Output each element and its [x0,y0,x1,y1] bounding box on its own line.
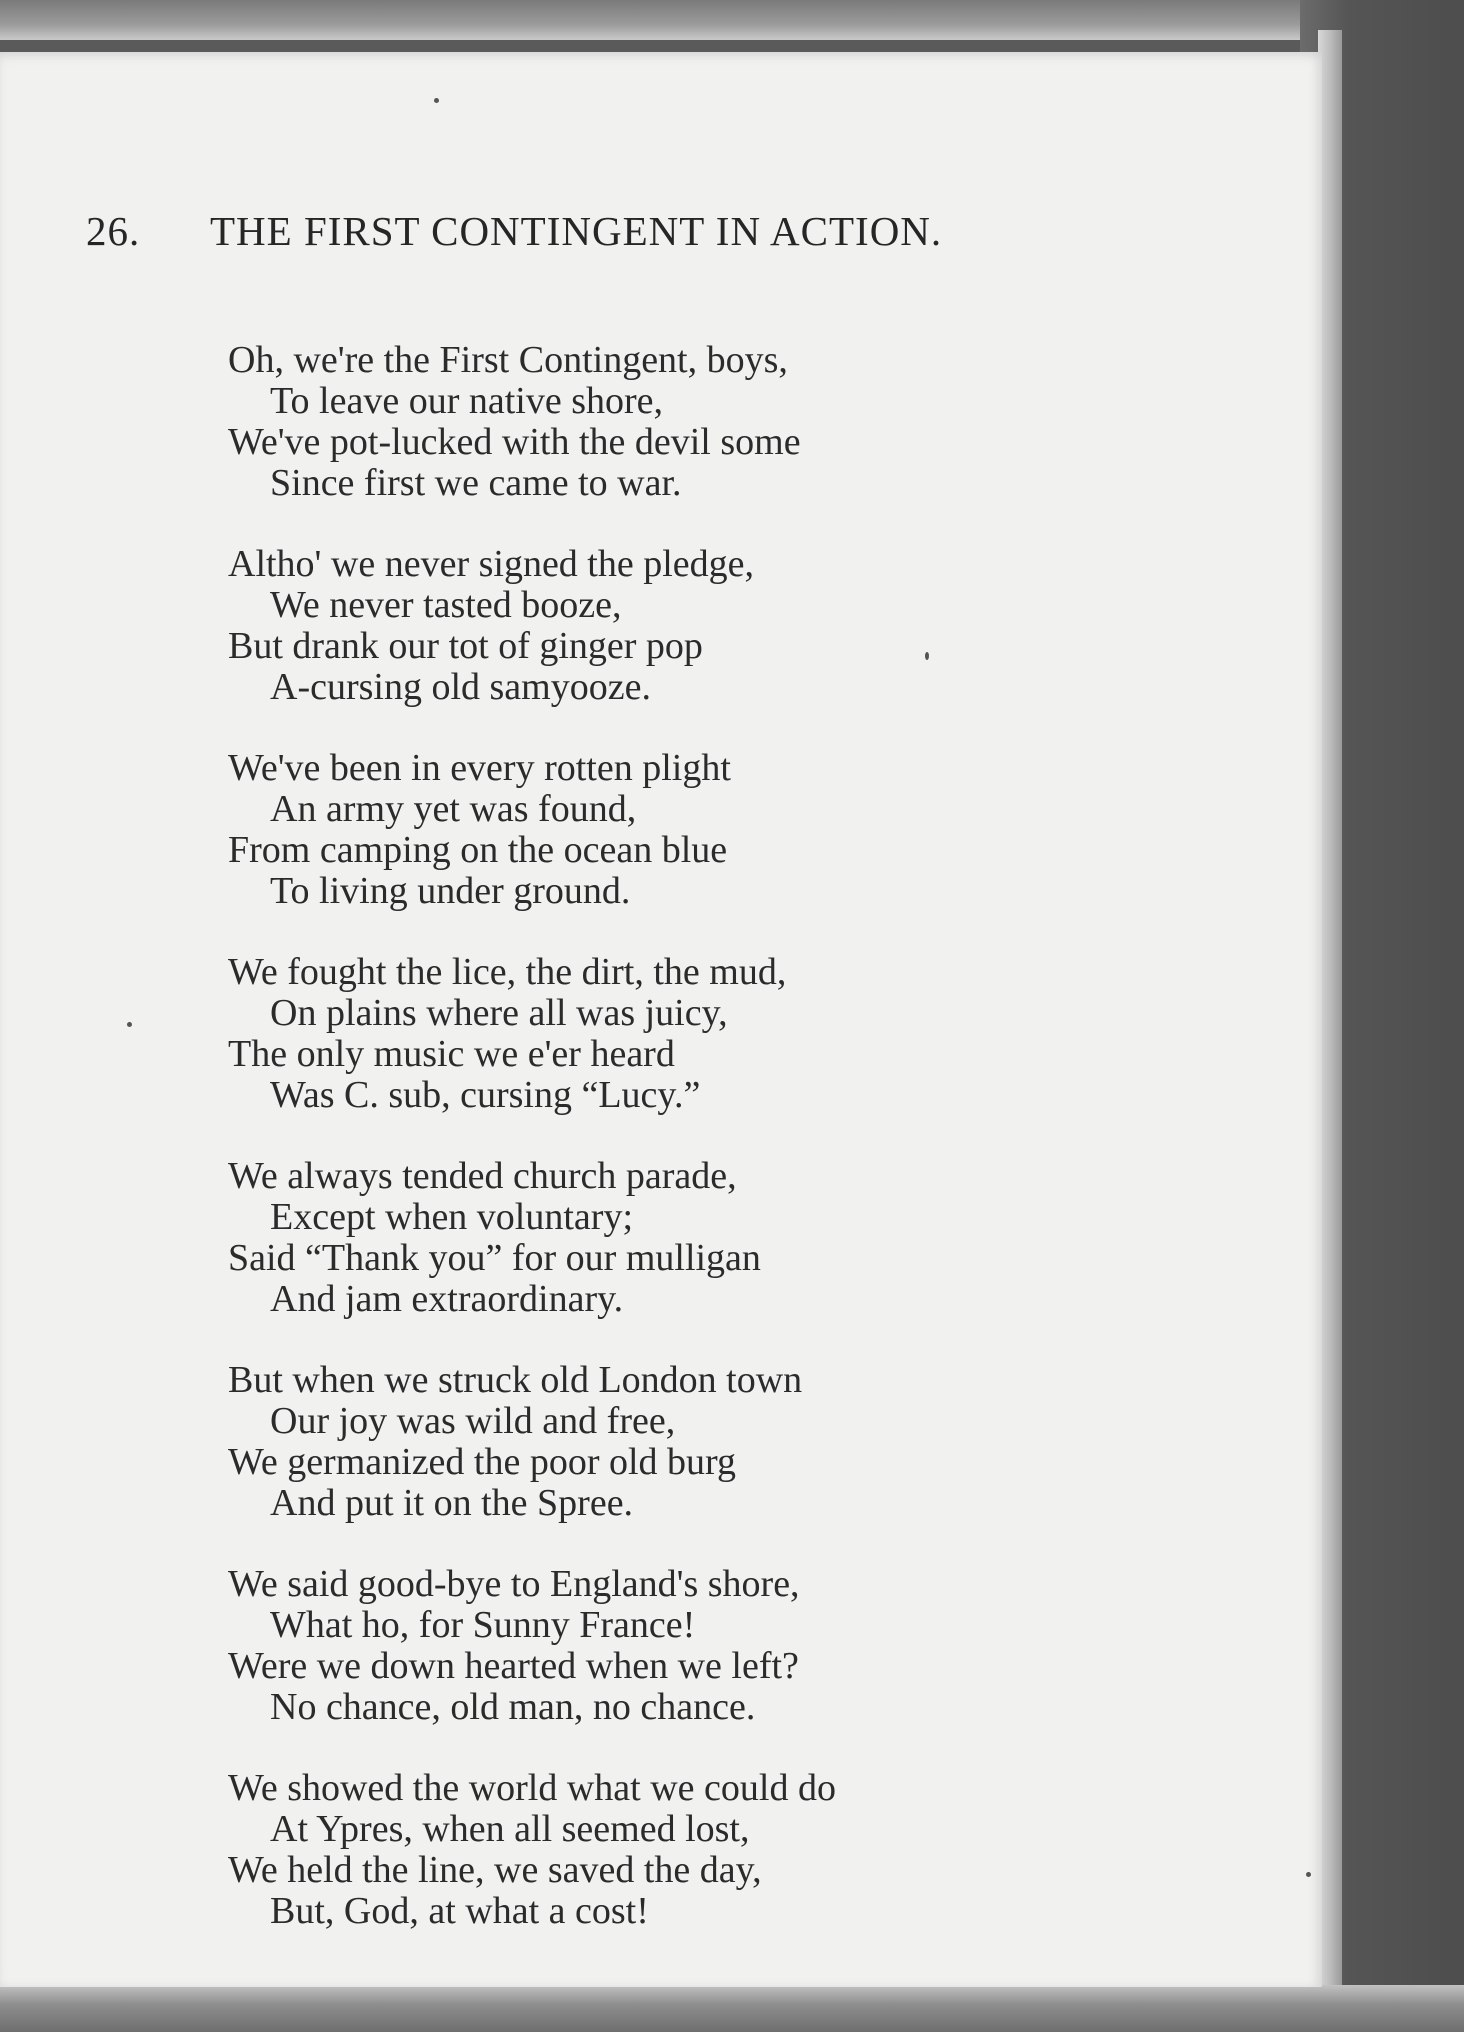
poem-title: THE FIRST CONTINGENT IN ACTION. [210,208,943,254]
stanza [228,544,1288,708]
scan-bottom-edge [0,1985,1464,2032]
verse-line: Except when voluntary; [270,1196,634,1238]
verse-line: On plains where all was juicy, [270,992,728,1034]
verse-line: We never tasted booze, [270,584,622,626]
verse-line: Altho' we never signed the pledge, [228,543,755,585]
stanza [228,748,1288,912]
verse-line: We've been in every rotten plight [228,747,731,789]
verse-line: Were we down hearted when we left? [228,1645,799,1687]
verse-line: We fought the lice, the dirt, the mud, [228,951,787,993]
verse-line: What ho, for Sunny France! [270,1604,696,1646]
verse-line: We always tended church parade, [228,1155,737,1197]
verse-line: But drank our tot of ginger pop [228,625,703,667]
stanza [228,952,1288,1116]
verse-line: No chance, old man, no chance. [270,1686,756,1728]
print-speck [127,1022,132,1027]
verse-line: We held the line, we saved the day, [228,1849,762,1891]
verse-line: A-cursing old samyooze. [270,666,651,708]
stanza [228,1156,1288,1320]
verse-line: At Ypres, when all seemed lost, [270,1808,750,1850]
verse-line: And put it on the Spree. [270,1482,634,1524]
poem-heading [86,207,1236,255]
verse-line: Oh, we're the First Contingent, boys, [228,339,788,381]
verse-line: From camping on the ocean blue [228,829,728,871]
verse-line: But when we struck old London town [228,1359,803,1401]
verse-line: And jam extraordinary. [270,1278,624,1320]
book-page [0,52,1322,1987]
scan-top-edge [0,0,1464,40]
verse-line: We showed the world what we could do [228,1767,836,1809]
poem-number: 26. [86,208,141,254]
stanza [228,1360,1288,1524]
verse-line: Was C. sub, cursing “Lucy.” [270,1074,701,1116]
print-speck [434,98,439,103]
print-speck [1306,1872,1311,1877]
verse-line: To living under ground. [270,870,631,912]
poem-body [228,340,1288,1972]
print-speck [925,652,929,660]
verse-line: Said “Thank you” for our mulligan [228,1237,761,1279]
verse-line: We germanized the poor old burg [228,1441,737,1483]
verse-line: The only music we e'er heard [228,1033,675,1075]
verse-line: An army yet was found, [270,788,637,830]
verse-line: We've pot-lucked with the devil some [228,421,801,463]
stanza [228,1564,1288,1728]
stanza [228,1768,1288,1932]
verse-line: But, God, at what a cost! [270,1890,649,1932]
verse-line: We said good-bye to England's shore, [228,1563,800,1605]
verse-line: To leave our native shore, [270,380,664,422]
verse-line: Our joy was wild and free, [270,1400,676,1442]
verse-line: Since first we came to war. [270,462,682,504]
stanza [228,340,1288,504]
